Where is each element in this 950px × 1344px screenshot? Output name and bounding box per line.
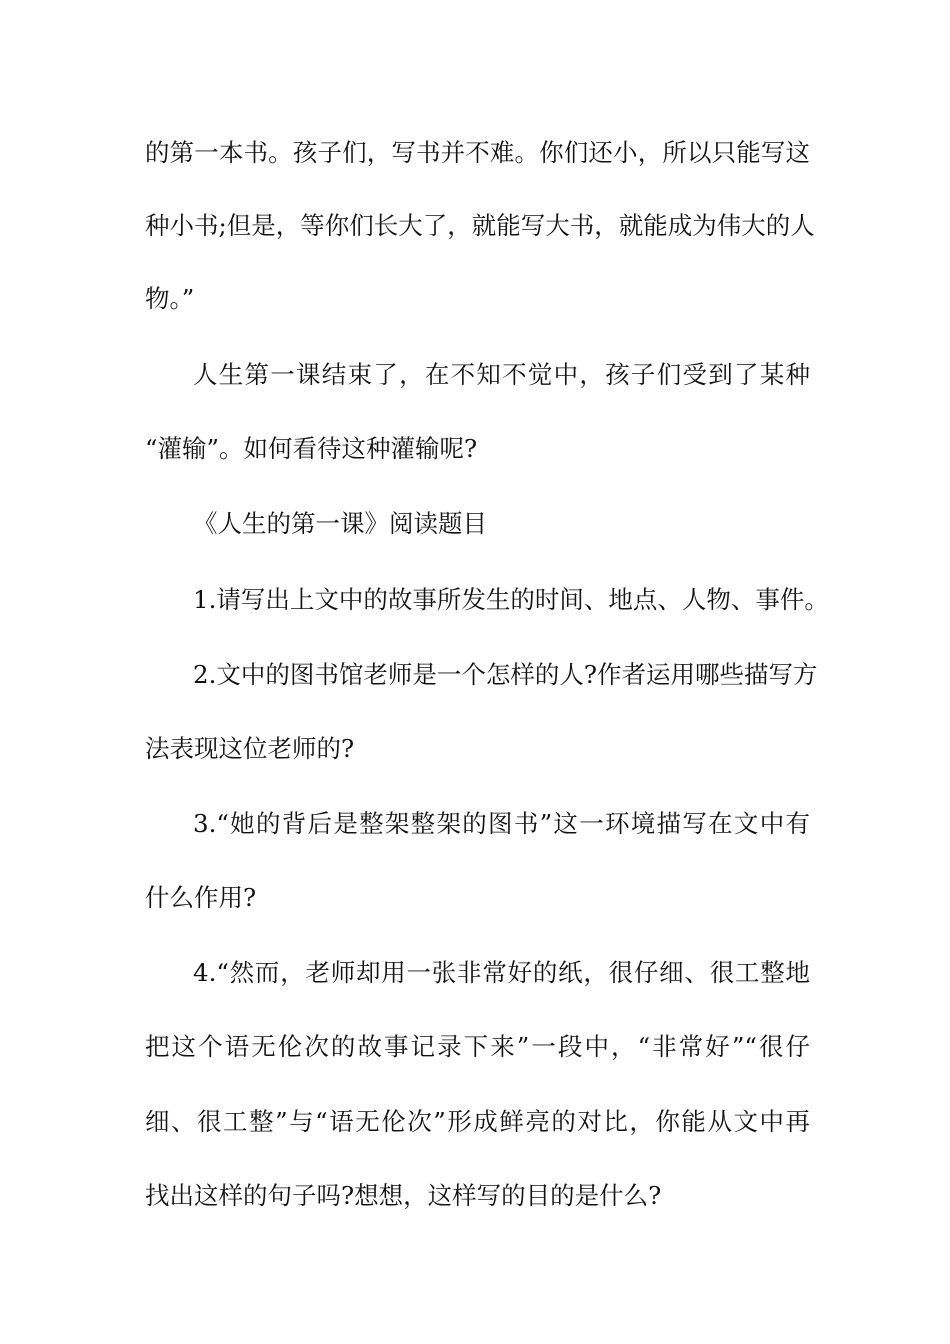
paragraph-line: 种小书;但是，等你们长大了，就能写大书，就能成为伟大的人 xyxy=(145,211,815,240)
paragraph-line: 法表现这位老师的? xyxy=(145,734,355,763)
question-1: 1.请写出上文中的故事所发生的时间、地点、人物、事件。 xyxy=(193,585,829,614)
paragraph-line: 物。” xyxy=(145,284,195,313)
question-3: 3.“她的背后是整架整架的图书”这一环境描写在文中有 xyxy=(193,809,810,838)
paragraph-line: 人生第一课结束了，在不知不觉中，孩子们受到了某种 xyxy=(193,360,810,389)
paragraph-line: 找出这样的句子吗?想想，这样写的目的是什么? xyxy=(145,1181,662,1210)
section-heading: 《人生的第一课》阅读题目 xyxy=(193,509,487,538)
paragraph-line: 把这个语无伦次的故事记录下来”一段中，“非常好”“很仔 xyxy=(145,1032,810,1061)
paragraph-line: “灌输”。如何看待这种灌输呢? xyxy=(145,434,478,463)
paragraph-line: 细、很工整”与“语无伦次”形成鲜亮的对比，你能从文中再 xyxy=(145,1107,810,1136)
paragraph-line: 什么作用? xyxy=(145,883,257,912)
question-2: 2.文中的图书馆老师是一个怎样的人?作者运用哪些描写方 xyxy=(193,660,818,689)
question-4: 4.“然而，老师却用一张非常好的纸，很仔细、很工整地 xyxy=(193,958,810,987)
paragraph-line: 的第一本书。孩子们，写书并不难。你们还小，所以只能写这 xyxy=(145,138,810,167)
